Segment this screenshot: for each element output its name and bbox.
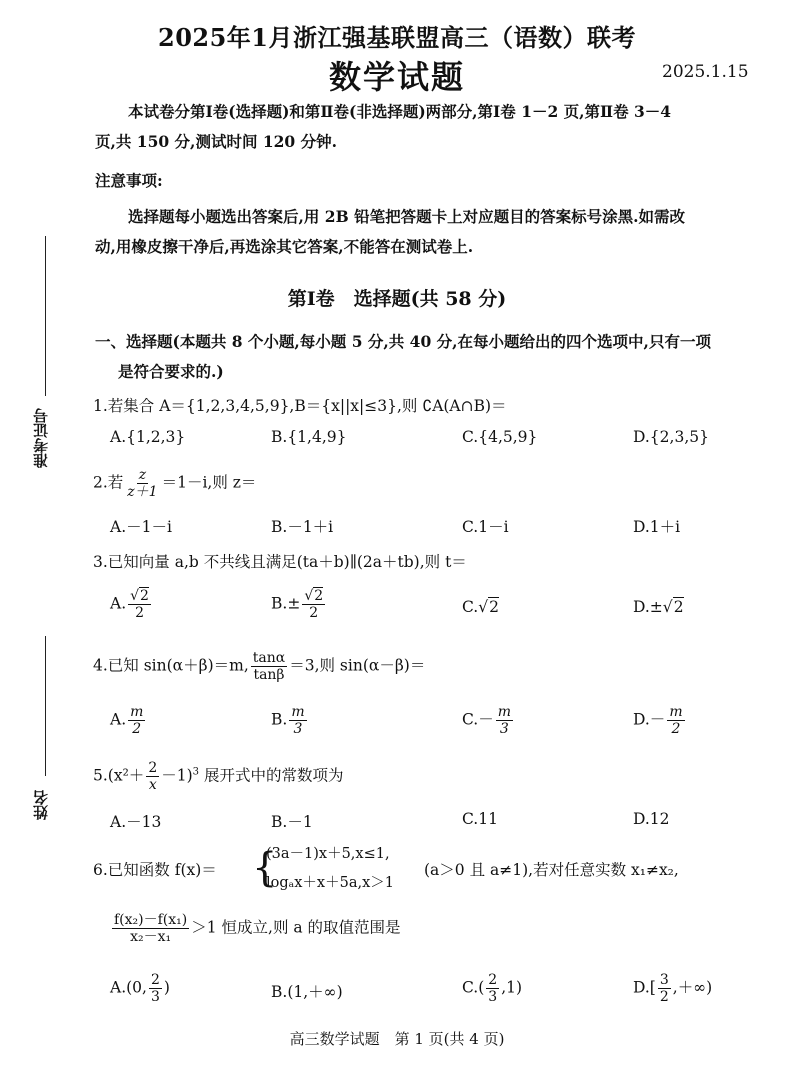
q2-option-a: A.－1－i	[110, 518, 172, 536]
q6-option-d-denominator: 2	[659, 989, 669, 1005]
q4-option-b-denominator: 3	[293, 721, 303, 737]
q3-option-c: C.√2	[462, 598, 499, 616]
q4-option-c-numerator: m	[497, 704, 512, 720]
q3-option-a-radicand: 2	[140, 588, 149, 604]
q3-option-a-denominator: 2	[135, 605, 144, 621]
q4-denominator: tanβ	[253, 667, 285, 683]
q6-numerator: f(x₂)－f(x₁)	[114, 912, 188, 928]
exam-subject-title: 数学试题	[328, 58, 465, 96]
q6-case-2: logₐx＋x＋5a,x＞1	[266, 875, 394, 891]
q4-option-d-denominator: 2	[671, 721, 681, 737]
q5-power: 3	[192, 766, 200, 778]
q4-option-d-numerator: m	[669, 704, 683, 720]
q1-option-d: D.{2,3,5}	[633, 428, 709, 446]
q4-option-a-numerator: m	[130, 704, 144, 720]
q4-option-c-fraction	[496, 704, 513, 737]
q6-option-c-numerator: 2	[488, 972, 498, 988]
q2-prefix: 2.若	[93, 473, 124, 492]
q5-numerator: 2	[148, 760, 158, 776]
q6-option-a-left: A.(0,	[110, 978, 147, 997]
q6-option-d-left: D.[	[633, 978, 656, 997]
q4-option-b-label: B.	[271, 710, 288, 729]
q6-denominator: x₂－x₁	[130, 929, 172, 945]
q4-option-b-fraction	[289, 704, 306, 737]
q4-option-a-denominator: 2	[132, 721, 142, 737]
q4-option-a-fraction	[128, 704, 145, 737]
q3-option-b-denominator: 2	[309, 605, 319, 621]
q4-option-c-denominator: 3	[499, 721, 509, 737]
notice-title: 注意事项:	[95, 171, 163, 190]
q4-option-a	[110, 704, 147, 737]
exam-id-line	[45, 236, 46, 396]
q6-option-b: B.(1,＋∞)	[271, 983, 343, 1001]
q6-prefix: 6.已知函数 f(x)＝	[93, 861, 217, 879]
q6-option-c-left: C.(	[462, 978, 485, 997]
question-3-stem: 3.已知向量 a,b 不共线且满足(ta＋b)∥(2a＋tb),则 t＝	[93, 553, 467, 571]
q6-inequality	[110, 912, 401, 945]
q2-suffix: ＝1－i,则 z＝	[161, 473, 257, 492]
q3-option-a	[110, 588, 153, 621]
section-title: 第Ⅰ卷 选择题(共 58 分)	[287, 288, 507, 310]
q3-option-c-radicand: 2	[489, 598, 499, 616]
q6-option-d-numerator: 3	[659, 972, 669, 988]
exam-header-title: 2025年1月浙江强基联盟高三（语数）联考	[158, 23, 636, 52]
question-1-stem: 1.若集合 A＝{1,2,3,4,5,9},B＝{x||x|≤3},则 ∁A(A∩B)＝	[93, 397, 507, 415]
page-footer: 高三数学试题 第 1 页(共 4 页)	[289, 1030, 505, 1048]
q6-option-c	[462, 972, 522, 1005]
q4-fraction	[251, 650, 287, 683]
q3-option-b-label: B.±	[271, 594, 301, 613]
question-2-stem	[93, 467, 256, 500]
q6-suffix: ＞1 恒成立,则 a 的取值范围是	[191, 918, 401, 937]
q6-option-c-fraction	[486, 972, 499, 1005]
q2-option-b: B.－1＋i	[271, 518, 334, 536]
exam-id-label: 准考证号	[32, 408, 50, 468]
exam-date: 2025.1.15	[662, 62, 749, 82]
q6-brace: {	[252, 845, 278, 891]
q5-option-c: C.11	[462, 810, 498, 828]
q3-option-b	[271, 588, 327, 621]
q6-option-d-fraction	[658, 972, 671, 1005]
q2-option-c: C.1－i	[462, 518, 509, 536]
q5-option-d: D.12	[633, 810, 670, 828]
q3-option-a-fraction	[128, 588, 151, 621]
q3-option-a-label: A.	[110, 594, 127, 613]
q3-option-d-radicand: 2	[673, 598, 684, 616]
q6-option-a-denominator: 3	[150, 989, 160, 1005]
q4-prefix: 4.已知 sin(α＋β)＝m,	[93, 656, 249, 675]
q5-prefix: 5.	[93, 766, 108, 785]
notice-line-1: 选择题每小题选出答案后,用 2B 铅笔把答题卡上对应题目的答案标号涂黑.如需改	[128, 207, 685, 226]
q4-option-d	[633, 704, 687, 737]
q4-suffix: ＝3,则 sin(α－β)＝	[289, 656, 426, 675]
q5-suffix: 展开式中的常数项为	[203, 766, 344, 785]
part-heading-line-1: 一、选择题(本题共 8 个小题,每小题 5 分,共 40 分,在每小题给出的四个选项中,只有一项	[95, 332, 711, 351]
q6-option-a-right: )	[163, 978, 170, 997]
q4-option-c	[462, 704, 515, 737]
q5-option-a: A.－13	[110, 813, 162, 831]
notice-line-2: 动,用橡皮擦干净后,再选涂其它答案,不能答在测试卷上.	[95, 237, 474, 256]
q2-numerator: z	[138, 467, 147, 483]
name-label: 姓名	[32, 790, 50, 820]
q1-option-b: B.{1,4,9}	[271, 428, 347, 446]
q3-option-d-label: D.±	[633, 598, 663, 616]
q5-denominator: x	[148, 777, 157, 793]
q1-option-a: A.{1,2,3}	[110, 428, 186, 446]
q3-option-c-label: C.	[462, 598, 479, 616]
q4-option-c-label: C.－	[462, 710, 494, 729]
intro-line-1: 本试卷分第Ⅰ卷(选择题)和第Ⅱ卷(非选择题)两部分,第Ⅰ卷 1－2 页,第Ⅱ卷 3－4	[128, 102, 672, 121]
q5-option-b: B.－1	[271, 813, 313, 831]
q3-option-b-radicand: 2	[314, 588, 324, 604]
q4-option-d-fraction	[667, 704, 684, 737]
question-4-stem	[93, 650, 425, 683]
q5-fraction	[146, 760, 159, 793]
q4-numerator: tanα	[252, 650, 286, 666]
q6-option-a-fraction	[149, 972, 162, 1005]
intro-line-2: 页,共 150 分,测试时间 120 分钟.	[95, 132, 337, 151]
q6-option-d-right: ,＋∞)	[672, 978, 713, 997]
q3-option-b-fraction	[302, 588, 325, 621]
q6-option-a-numerator: 2	[150, 972, 160, 988]
q3-option-d: D.±√2	[633, 598, 684, 616]
q6-option-c-right: ,1)	[501, 978, 523, 997]
q5-expr-left: (x²＋	[107, 766, 145, 785]
q4-option-d-label: D.－	[633, 710, 666, 729]
q4-option-a-label: A.	[110, 710, 127, 729]
q6-fraction	[112, 912, 189, 945]
q6-option-d	[633, 972, 712, 1005]
name-line	[45, 636, 46, 776]
q2-fraction	[125, 467, 159, 500]
q4-option-b-numerator: m	[291, 704, 305, 720]
q2-option-d: D.1＋i	[633, 518, 681, 536]
q6-option-a	[110, 972, 170, 1005]
q5-expr-right: －1)	[161, 766, 193, 785]
q6-option-c-denominator: 3	[488, 989, 498, 1005]
part-heading-line-2: 是符合要求的.)	[118, 362, 224, 381]
q4-option-b	[271, 704, 309, 737]
q3-option-b-numerator: √2	[304, 588, 324, 604]
q6-case-1: (3a－1)x＋5,x≤1,	[266, 846, 390, 862]
q3-option-a-numerator: √2	[130, 588, 149, 604]
q6-condition: (a＞0 且 a≠1),若对任意实数 x₁≠x₂,	[424, 861, 679, 879]
question-5-stem	[93, 760, 343, 793]
q1-option-c: C.{4,5,9}	[462, 428, 538, 446]
q2-denominator: z＋1	[127, 484, 158, 500]
